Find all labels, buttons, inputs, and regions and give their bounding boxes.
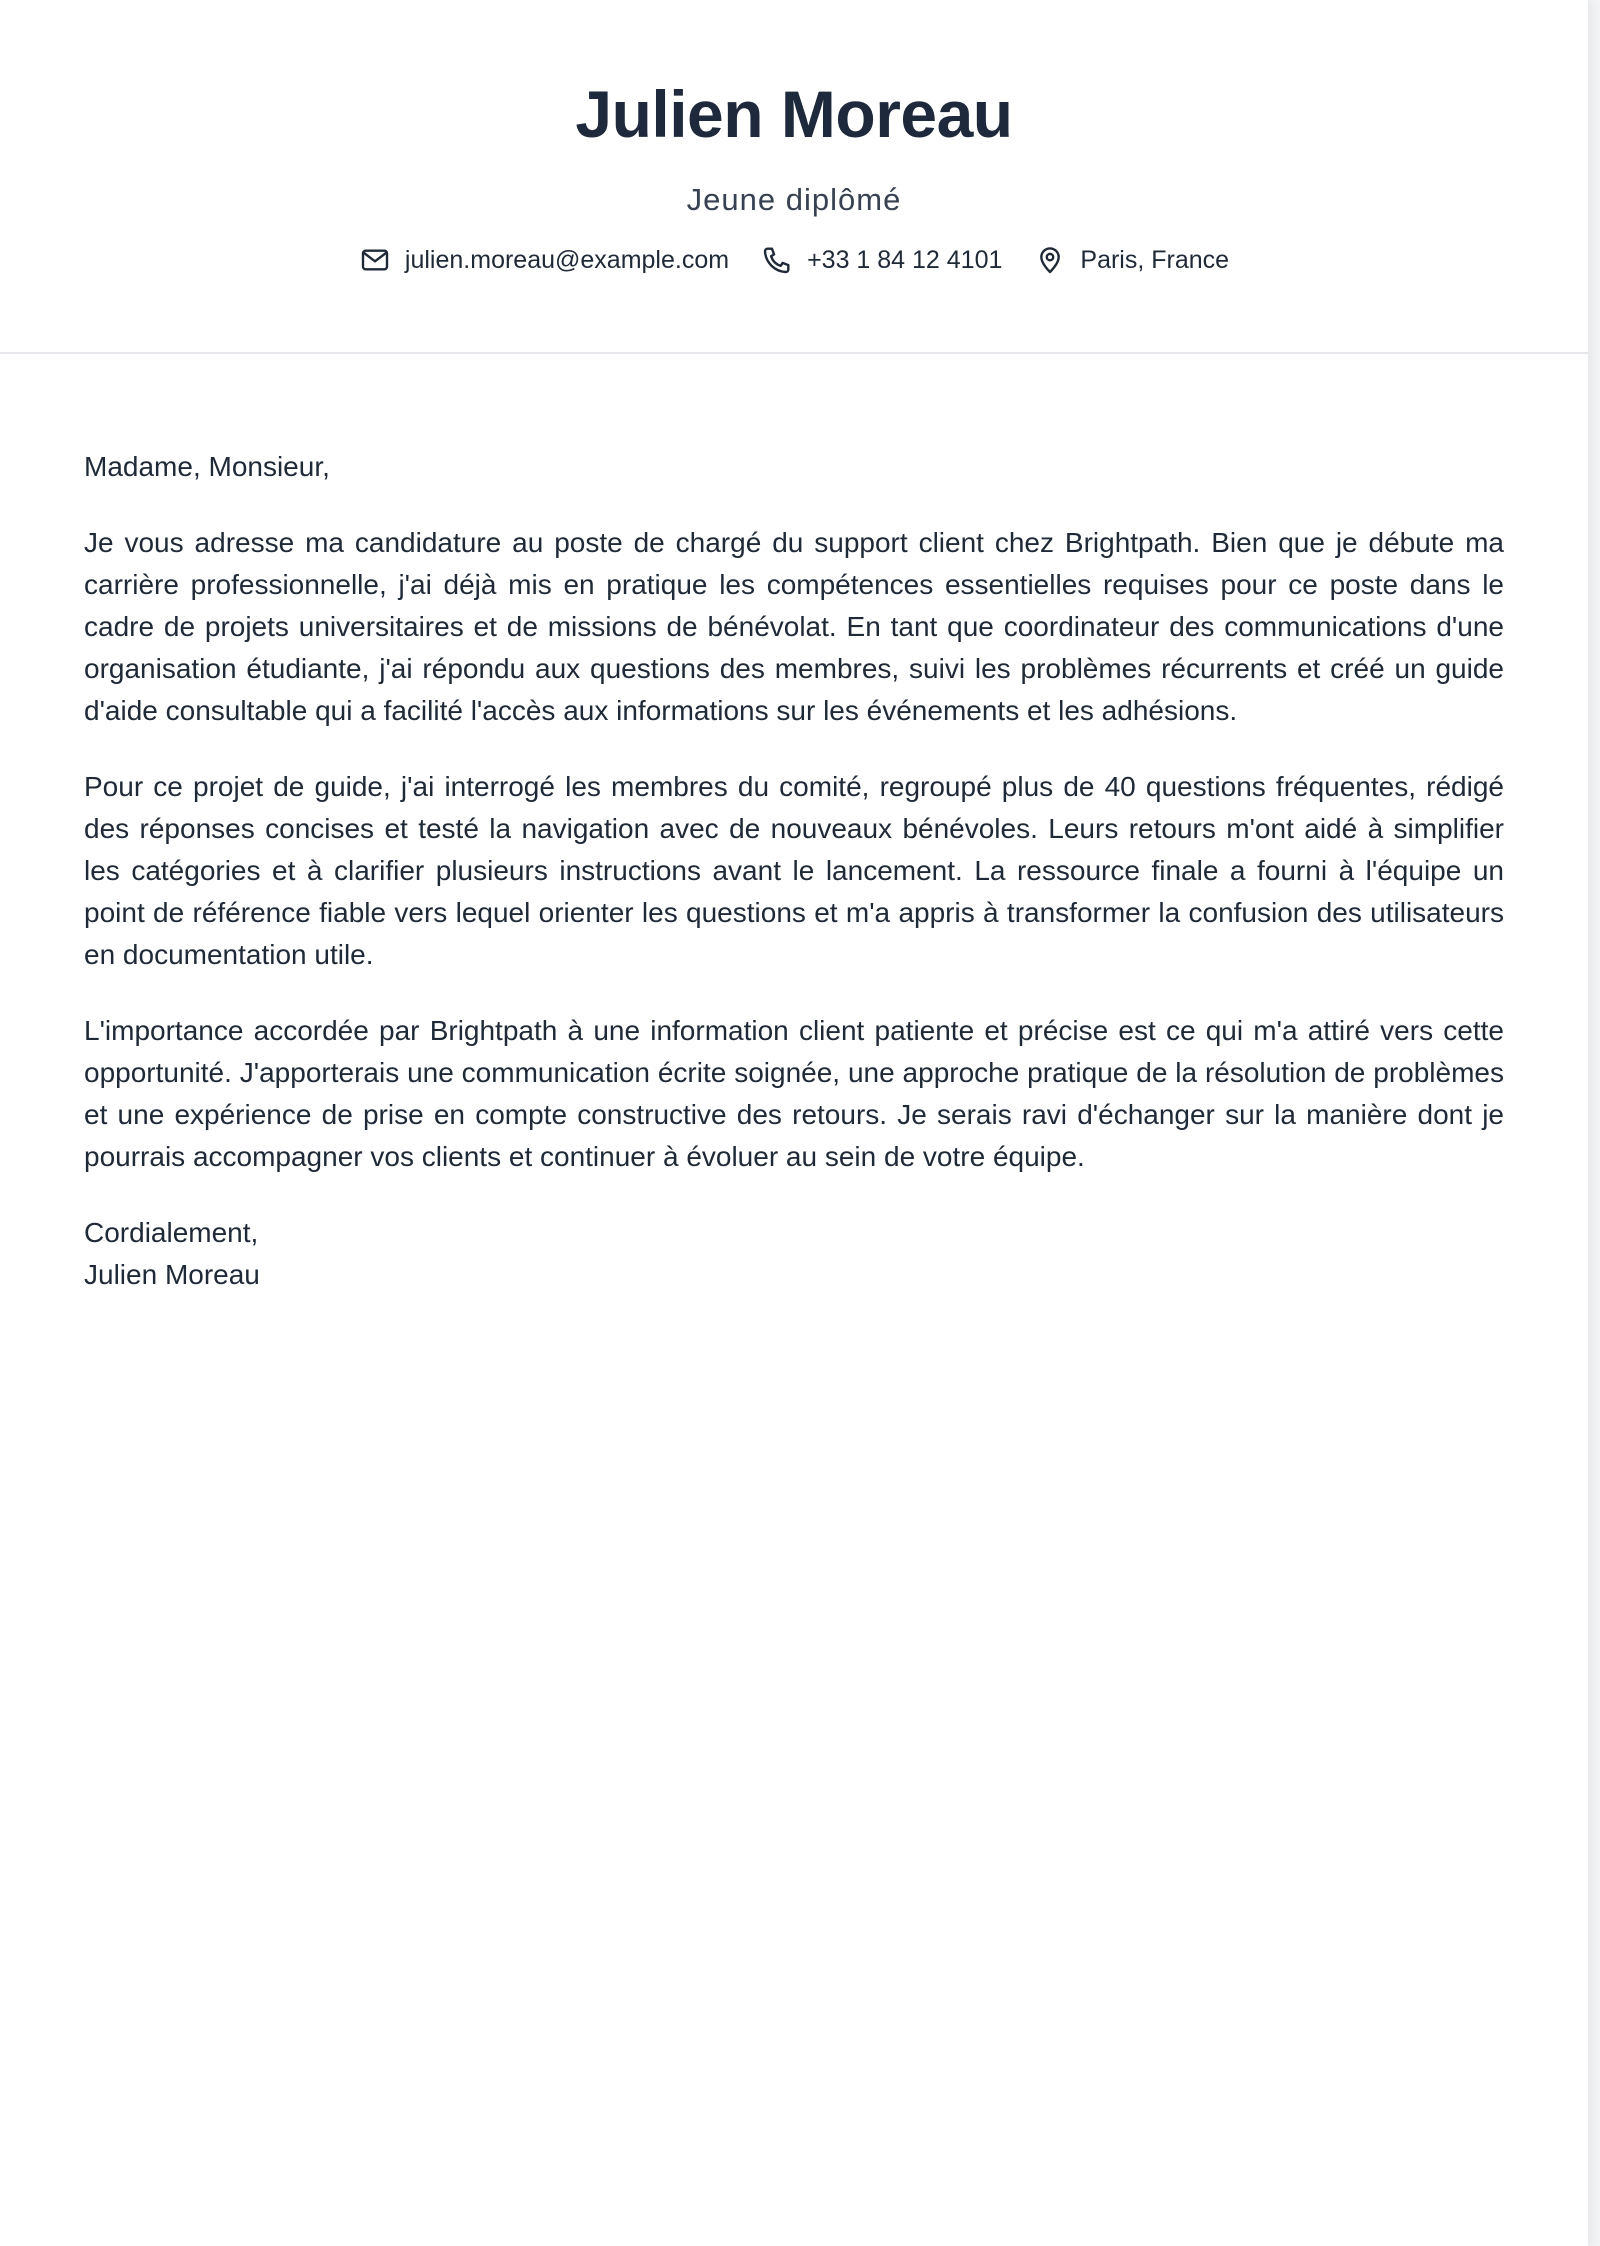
map-pin-icon (1034, 244, 1066, 276)
contact-location (1034, 240, 1229, 280)
location-text: Paris, France (1080, 246, 1230, 274)
salutation: Madame, Monsieur, (84, 451, 330, 482)
closing-line: Cordialement, (84, 1217, 259, 1248)
phone-icon (761, 244, 793, 276)
phone-text: +33 1 84 12 4101 (807, 246, 1003, 274)
contact-email (359, 240, 729, 280)
applicant-title: Jeune diplômé (686, 182, 902, 217)
email-text: julien.moreau@example.com (404, 246, 730, 274)
contact-phone (761, 240, 1002, 280)
paragraph-3: L'importance accordée par Brightpath à une information client patiente et précise est ce qui m'a attiré vers cette opportunité. J'apporterais une communication écrite soignée, une approche pratique de la résolution de problèmes et une expérience de prise en compte constructive des retours. Je serais ravi d'échanger sur la manière dont je pourrais accompagner vos clients et continuer à évoluer au sein de votre équipe. (84, 1015, 1504, 1172)
contact-bar (0, 240, 1588, 280)
letter-header (0, 0, 1588, 354)
paragraph-1: Je vous adresse ma candidature au poste de chargé du support client chez Brightpath. Bien que je débute ma carrière professionnelle, j'ai déjà mis en pratique les compétences essentielles requises pour ce poste dans le cadre de projets universitaires et de missions de bénévolat. En tant que coordinateur des communications d'une organisation étudiante, j'ai répondu aux questions des membres, suivi les problèmes récurrents et créé un guide d'aide consultable qui a facilité l'accès aux informations sur les événements et les adhésions. (84, 527, 1504, 726)
signature: Julien Moreau (84, 1259, 260, 1290)
letter-body (0, 354, 1588, 1296)
paragraph-2: Pour ce projet de guide, j'ai interrogé les membres du comité, regroupé plus de 40 questions fréquentes, rédigé des réponses concises et testé la navigation avec de nouveaux bénévoles. Leurs retours m'ont aidé à simplifier les catégories et à clarifier plusieurs instructions avant le lancement. La ressource finale a fourni à l'équipe un point de référence fiable vers lequel orienter les questions et m'a appris à transformer la confusion des utilisateurs en documentation utile. (84, 771, 1504, 970)
mail-icon (359, 244, 391, 276)
applicant-name: Julien Moreau (575, 77, 1013, 151)
